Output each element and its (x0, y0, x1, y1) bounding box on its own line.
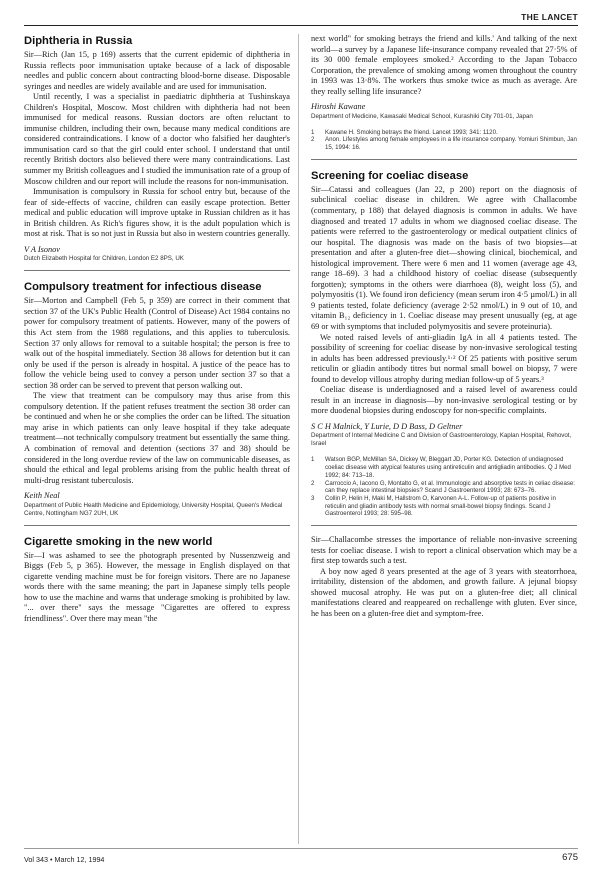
author-affiliation: Department of Medicine, Kawasaki Medical School, Kurashiki City 701-01, Japan (311, 112, 533, 120)
reference-text: Watson BGP, McMillan SA, Dickey W, Bleggart JD, Porter KG. Detection of undiagnosed coeliac disease with atypical features using antireticulin and antigliadin antibodies. Q J Med 1992; 84: 713–18. (325, 456, 571, 479)
reference-number: 2 (311, 136, 315, 144)
reference-text: Carroccio A, Iacono G, Montalto G, et al. Immunologic and absorptive tests in celiac disease: can they replace intestinal biopsies? Scand J Gastroenterol 1993; 28: 673–76. (325, 479, 575, 495)
letter-coeliac-screening (311, 169, 577, 518)
section-rule (24, 525, 290, 526)
paragraph: Sir—Catassi and colleagues (Jan 22, p 200) report on the diagnosis of subclinical coeliac disease in children. We agree with Challacombe (commentary, p 188) that delayed diagnosis is common in adults. We have diagnosed and treated 17 adults in whom we diagnosed coeliac disease. The patients were referred to the gastroenterology or medical outpatient clinics of our hospital. The diagnosis was made on the basis of two biopsies—at presentation and after a gluten-free diet—showing clinical, biochemical, and histological improvement. There were 6 men and 11 women (average age 43, range 18–69). 3 had a childhood history of coeliac disease (subsequently forgotten); symptoms in the others were diarrhoea (8), weight loss (5), and polymyositis (1). We found iron deficiency (mean serum iron 4·5 µmol/L) in all 9 patients tested, folate deficiency (average 2·52 nmol/L) in 9 out of 10, and vitamin B₁₂ deficiency in 1. Coeliac disease may present unusually (eg, at age 69 or with symptoms that included polymyositis and severe proteinuria). (311, 184, 577, 331)
section-rule (311, 159, 577, 160)
page-number: 675 (562, 852, 578, 863)
author-name: V A Isonov (24, 244, 60, 254)
reference-text: Anon. Lifestyles among female employees in a life insurance company. Yomiuri Shimbun, Jan 15, 1994: 16. (325, 136, 577, 152)
issue-line: Vol 343 • March 12, 1994 (24, 855, 105, 864)
reference-item (311, 480, 577, 495)
paragraph: We noted raised levels of anti-gliadin IgA in all 4 patients tested. The possibility of screening for coeliac disease by non-invasive serological testing in adults has been addressed previously.¹·² Of 25 patients with positive serum reticulin or gliadin antibody titres but normal small bowel on biopsy, 7 were found to develop villous atrophy during median follow-up of 5 years.³ (311, 332, 577, 384)
journal-running-head: THE LANCET (521, 12, 578, 22)
letter-title: Cigarette smoking in the new world (24, 535, 213, 548)
reference-number: 3 (311, 494, 315, 502)
reference-item (311, 456, 577, 479)
column-divider (298, 34, 299, 844)
paragraph: Immunisation is compulsory in Russia for school entry but, because of the fear of side-effects of vaccine, children can easily escape protection. Better medical and public education will improve uptake in Russian children as it has in British children. As Rich's figures show, it is the adult population which is most at risk. That is so not just in Russia but also in western countries generally. (24, 187, 290, 239)
letter-compulsory-treatment (24, 280, 290, 517)
letter-coeliac-test (311, 535, 577, 619)
letter-title: Diphtheria in Russia (24, 35, 133, 47)
reference-item (311, 136, 577, 151)
letter-cigarette-smoking-continued (311, 34, 577, 152)
reference-item (311, 129, 577, 137)
letter-title: Compulsory treatment for infectious disease (24, 281, 262, 294)
paragraph: next world" for smoking betrays the friend and kills.' And talking of the next world—a survey by a Japanese life-insurance company revealed that 27·5% of its 30 000 female employees smoked.² According to the Japan Tobacco Corporation, the prevalence of smoking among women throughout the country in 1993 was 13·8%. The workers thus smoke twice as much as average. Are they really selling life insurance? (311, 34, 577, 96)
footer-rule (24, 848, 578, 849)
section-rule (311, 525, 577, 526)
reference-number: 1 (311, 456, 315, 464)
paragraph: Sir—Rich (Jan 15, p 169) asserts that the current epidemic of diphtheria in Russia reflects poor immunisation uptake because of a lack of disposable needles and public concern about contracting blood-borne disease. Disposable syringes and needles are widely available and are used for immunisation. (24, 50, 290, 91)
reference-list (311, 129, 577, 152)
reference-item (311, 495, 577, 518)
reference-list (311, 456, 577, 518)
letter-title: Screening for coeliac disease (311, 169, 469, 182)
reference-number: 1 (311, 128, 315, 136)
paragraph: Coeliac disease is underdiagnosed and a raised level of awareness could result in an increase in diagnosis—by non-invasive serological testing or by more duodenal biopsies during endoscopy for non-specific complaints. (311, 385, 577, 416)
paragraph: Sir—Challacombe stresses the importance of reliable non-invasive screening tests for coeliac disease. I wish to report a clinical observation which may be a first step towards such a test. (311, 535, 577, 566)
author-name: Hiroshi Kawane (311, 102, 366, 112)
paragraph: A boy now aged 8 years presented at the age of 3 years with steatorrhoea, irritability, distension of the abdomen, and growth failure. A jejunal biopsy showed mucosal atrophy. He was put on a gluten-free diet; all clinical manifestations cleared and reappeared on rechallenge with gluten. Ever since, he has been on a gluten-free diet and symptom-free. (311, 566, 577, 618)
paragraph: Sir—I was ashamed to see the photograph presented by Nussenzweig and Biggs (Feb 5, p 365). However, the message in English displayed on that cigarette vending machine must be for foreign visitors. There are no Japanese words there with the same meaning; the part in Japanese simply tells people how to use the machine and warns that underage smoking is prohibited by law. "... over there" says the message "Cigarettes are offered to express friendliness". Over there may mean "the (24, 550, 290, 623)
paragraph: Sir—Morton and Campbell (Feb 5, p 359) are correct in their comment that section 37 of the UK's Public Health (Control of Disease) Act 1984 contains no power for compulsory treatment of patients. However, many of the powers of this Act stem from the 1988 regulations, and this applies to tuberculosis. Section 37 only allows for removal to a suitable hospital; the person is free to walk out of the hospital immediately. Section 38 allows for detention but it can only be used if the person is already in hospital. A justice of the peace has to follow the vehicle being used to convey a person under section 37 so that a section 38 order can be served to prevent that person walking out. (24, 296, 290, 390)
author-name: Keith Neal (24, 491, 60, 501)
section-rule (24, 270, 290, 271)
header-rule (24, 25, 578, 26)
letter-cigarette-smoking (24, 535, 290, 625)
author-affiliation: Department of Internal Medicine C and Division of Gastroenterology, Kaplan Hospital, Rehovot, Israel (311, 432, 572, 448)
right-column (311, 34, 577, 619)
reference-text: Kawane H. Smoking betrays the friend. Lancet 1993; 341: 1120. (325, 128, 498, 136)
paragraph: The view that treatment can be compulsory may thus arise from this compulsory detention. If the patient refuses treatment the section 38 order can be continued and when he or she complies the order can be lifted. The situation may arise in which patients can only leave hospital if they take adequate treatment—not technically compulsory treatment but essentially the same thing. A combination of removal and detention (sections 37 and 38) should be considered in the long overdue review of the law on communicable diseases, as should the ethical and legal problems arising from the public health threat of multi-drug resistant tuberculosis. (24, 391, 290, 485)
letter-diphtheria (24, 34, 290, 263)
reference-number: 2 (311, 479, 315, 487)
author-affiliation: Department of Public Health Medicine and Epidemiology, University Hospital, Queen's Medical Centre, Nottingham NG7 2UH, UK (24, 501, 283, 517)
paragraph: Until recently, I was a specialist in paediatric diphtheria at Tushinskaya Children's Hospital, Moscow. Most children with diphtheria had not been immunised for medical reasons. Russian doctors are often reluctant to immunise children, including their own, because many medical conditions are considered contraindications. I know of a doctor who falsified her daughter's immunisation card so that the girl could enter school. I understand that until recently British doctors also believed there were many contraindications. Last summer my British colleagues and I studied the immunisation rate of a group of Moscow children and our report will include the reasons for non-immunisation. (24, 92, 290, 186)
left-column (24, 34, 290, 625)
author-name: S C H Malnick, Y Lurie, D D Bass, D Geltner (311, 421, 463, 431)
author-affiliation: Dutch Elizabeth Hospital for Children, London E2 8PS, UK (24, 255, 184, 263)
reference-text: Collin P, Helin H, Maki M, Hallstrom O, Karvonen A-L. Follow-up of patients positive in reticulin and gliadin antibody tests with normal small-bowel biopsy findings. Scand J Gastroenterol 1993; 28: 595–98. (325, 494, 556, 518)
